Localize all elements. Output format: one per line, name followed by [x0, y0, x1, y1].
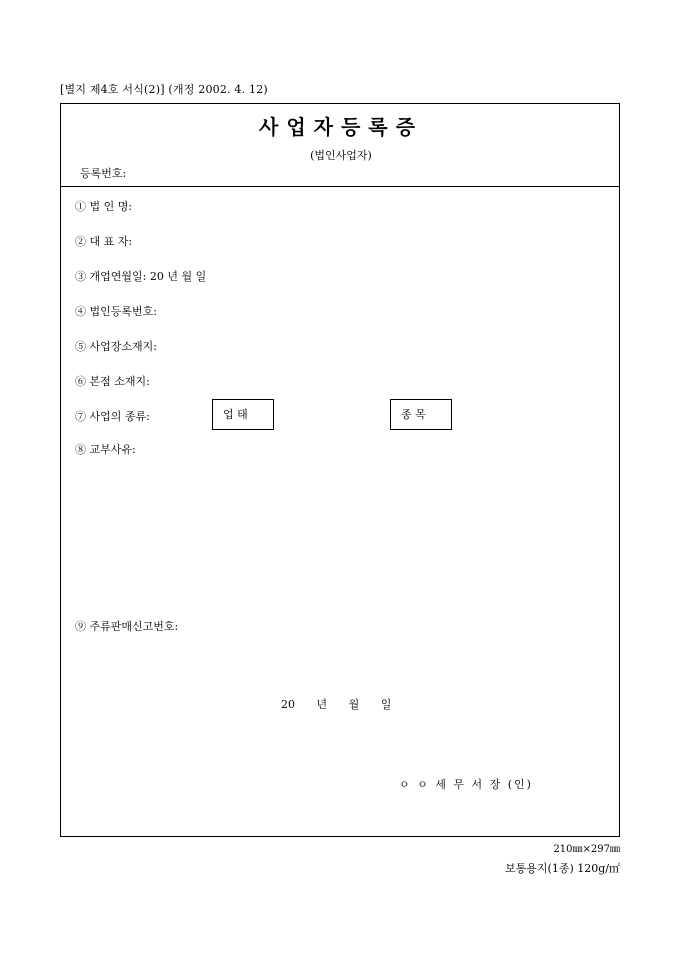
- field-opening-date: ③ 개업연월일: 20 년 월 일: [75, 270, 207, 283]
- field-corporation-name: ① 법 인 명:: [75, 200, 133, 213]
- form-title: 사업자등록증: [259, 115, 423, 139]
- issue-date-line: 20 년 월 일: [281, 698, 392, 711]
- paper-size-note: 210㎜×297㎜: [553, 844, 620, 855]
- field-business-type: ⑦ 사업의 종류:: [75, 410, 150, 423]
- title-divider: [61, 186, 619, 187]
- form-subtitle: (법인사업자): [310, 149, 372, 162]
- field-issue-reason: ⑧ 교부사유:: [75, 443, 136, 456]
- business-category-box: 업 태: [212, 399, 274, 430]
- paper-type-note: 보통용지(1종) 120g/㎡: [505, 862, 620, 875]
- registration-number-label: 등록번호:: [80, 167, 127, 180]
- field-corporation-registration-number: ④ 법인등록번호:: [75, 305, 157, 318]
- field-representative: ② 대 표 자:: [75, 235, 133, 248]
- field-business-address: ⑤ 사업장소재지:: [75, 340, 157, 353]
- field-liquor-sales-number: ⑨ 주류판매신고번호:: [75, 620, 179, 633]
- form-number-note: [별지 제4호 서식(2)] (개정 2002. 4. 12): [60, 83, 268, 96]
- certificate-form: [60, 103, 620, 837]
- business-item-box: 종 목: [390, 399, 452, 430]
- tax-office-signature: ㅇ ㅇ 세 무 서 장 (인): [399, 778, 533, 791]
- field-head-office-address: ⑥ 본점 소재지:: [75, 375, 150, 388]
